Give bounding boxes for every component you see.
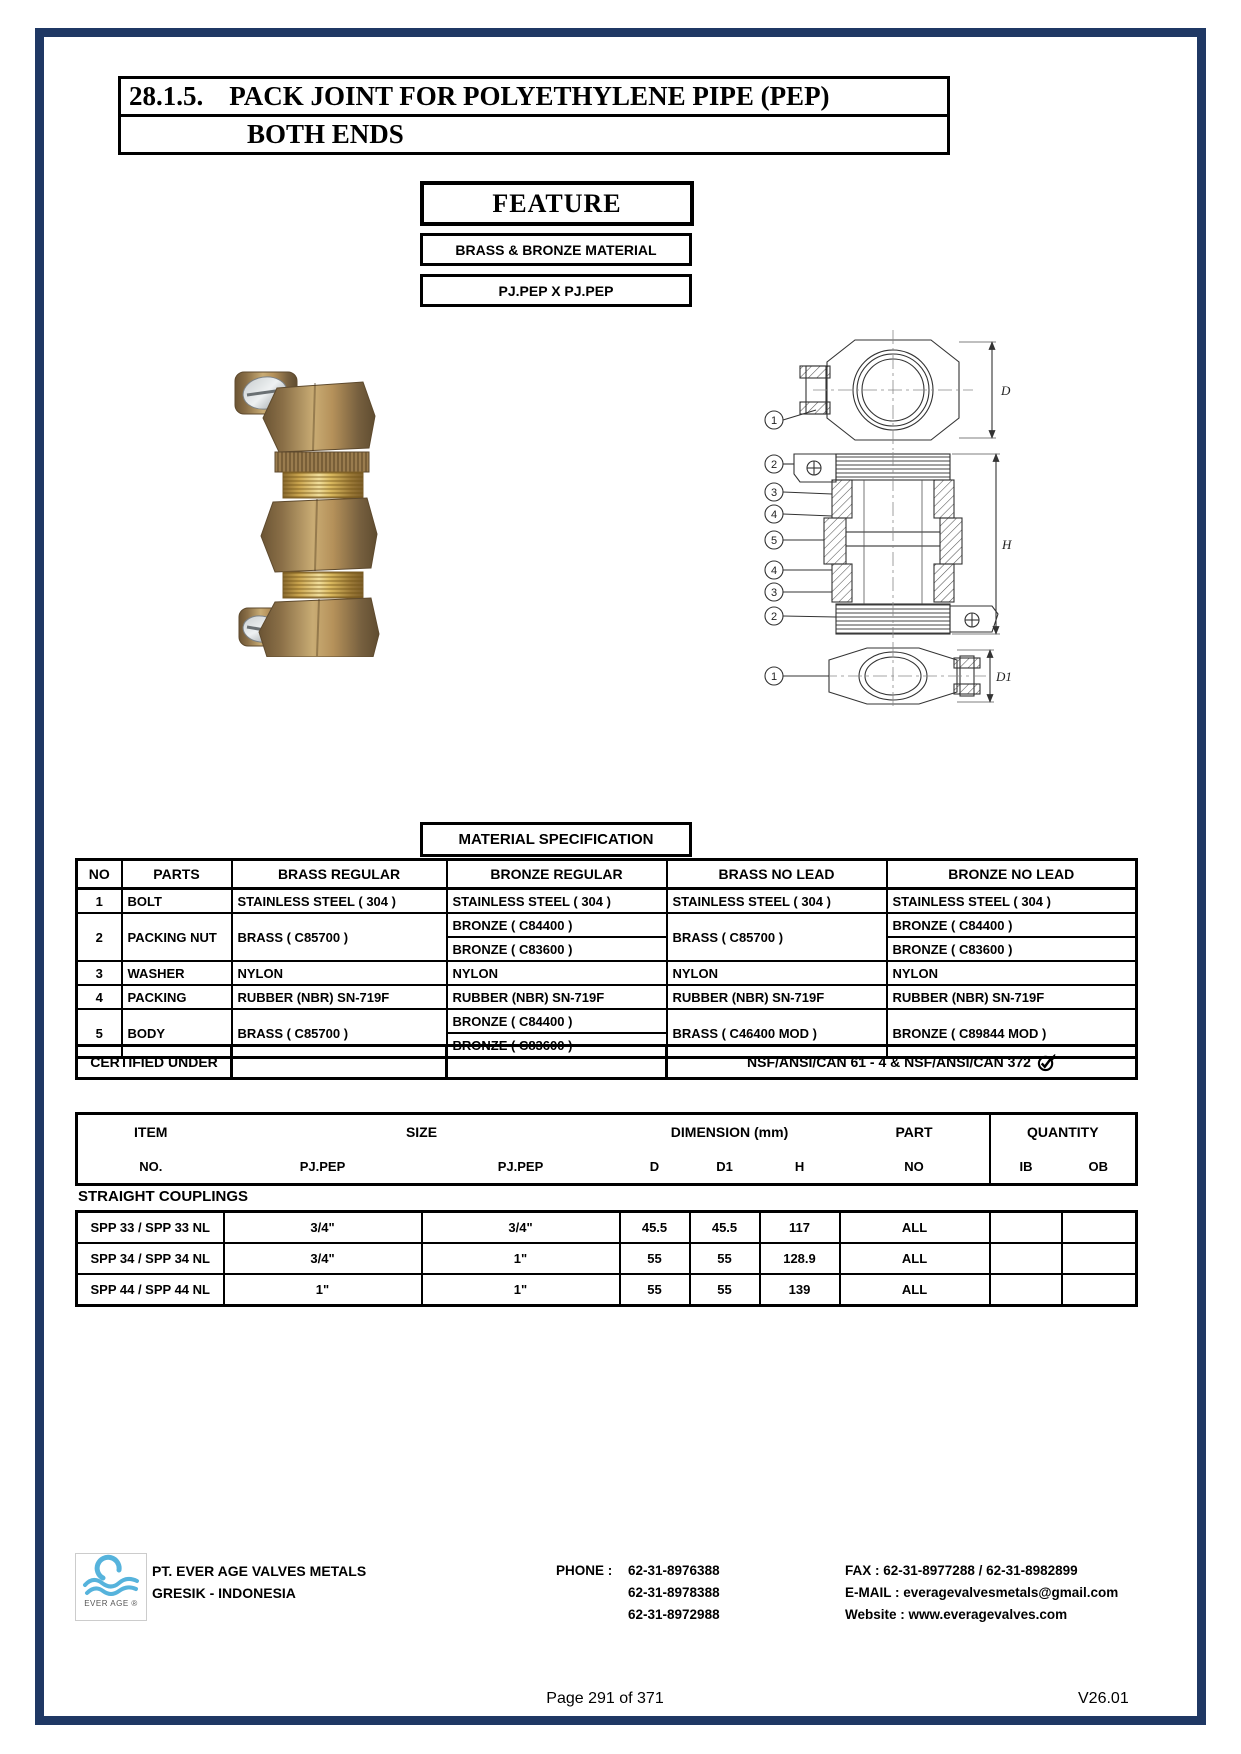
coupling-h-cell: 128.9 — [760, 1243, 840, 1274]
spec-part-cell: BOLT — [122, 889, 232, 914]
spec-material-cell: NYLON — [887, 961, 1137, 985]
title-text-2: BOTH ENDS — [247, 119, 404, 149]
certified-empty-2 — [447, 1046, 667, 1079]
spec-material-cell: NYLON — [232, 961, 447, 985]
material-spec-heading: MATERIAL SPECIFICATION — [420, 822, 692, 857]
dimensions-header-table — [75, 1112, 1138, 1186]
spec-material-cell: RUBBER (NBR) SN-719F — [887, 985, 1137, 1009]
pack-joint-line-drawing — [738, 312, 1023, 707]
title-text: PACK JOINT FOR POLYETHYLENE PIPE (PEP) — [229, 81, 830, 111]
website-line: Website : www.everagevalves.com — [845, 1607, 1068, 1622]
material-feature-box: BRASS & BRONZE MATERIAL — [420, 233, 692, 266]
coupling-size2-cell: 1" — [422, 1274, 620, 1306]
dim-label-d: D — [1001, 383, 1011, 398]
coupling-part-no-cell: ALL — [840, 1212, 990, 1244]
spec-no-cell: 1 — [77, 889, 122, 914]
spec-part-cell: PACKING — [122, 985, 232, 1009]
coupling-ob-cell — [1062, 1243, 1137, 1274]
callout-4: 4 — [770, 509, 778, 521]
feature-heading: FEATURE — [420, 181, 694, 226]
group-part: PART — [895, 1124, 933, 1140]
phone-number-1: 62-31-8976388 — [628, 1563, 720, 1578]
spec-material-cell: BRONZE ( C83600 ) — [447, 1033, 667, 1058]
company-logo — [75, 1553, 147, 1621]
spec-material-cell: BRASS ( C85700 ) — [232, 1009, 447, 1058]
callout-1b: 1 — [770, 671, 778, 683]
spec-part-cell: BODY — [122, 1009, 232, 1058]
configuration-box: PJ.PEP X PJ.PEP — [420, 274, 692, 307]
straight-couplings-table — [75, 1210, 1138, 1307]
certified-empty-1 — [232, 1046, 447, 1079]
spec-material-cell: BRASS ( C46400 MOD ) — [667, 1009, 887, 1058]
coupling-size1-cell: 1" — [224, 1274, 422, 1306]
spec-material-cell: RUBBER (NBR) SN-719F — [447, 985, 667, 1009]
email-line: E-MAIL : everagevalvesmetals@gmail.com — [845, 1585, 1119, 1600]
coupling-size2-cell: 3/4" — [422, 1212, 620, 1244]
contact-block — [845, 1560, 1118, 1626]
phone-block — [556, 1560, 720, 1626]
coupling-d1-cell: 45.5 — [690, 1212, 760, 1244]
callout-1: 1 — [770, 415, 778, 427]
title-block — [118, 76, 950, 155]
spec-row — [77, 913, 1137, 937]
callout-2b: 2 — [770, 611, 778, 623]
spec-material-cell: NYLON — [447, 961, 667, 985]
product-photo — [213, 352, 411, 657]
spec-row — [77, 889, 1137, 914]
sub-size2: PJ.PEP — [497, 1158, 544, 1174]
certified-table — [75, 1044, 1138, 1080]
version-label: V26.01 — [1078, 1690, 1129, 1707]
coupling-ib-cell — [990, 1243, 1062, 1274]
callout-4b: 4 — [770, 565, 778, 577]
callout-3b: 3 — [770, 587, 778, 599]
spec-col-bronze-regular: BRONZE REGULAR — [447, 860, 667, 889]
page-title-line2 — [118, 114, 950, 155]
spec-material-cell: BRASS ( C85700 ) — [667, 913, 887, 961]
spec-material-cell: STAINLESS STEEL ( 304 ) — [887, 889, 1137, 914]
phone-number-3: 62-31-8972988 — [628, 1607, 720, 1622]
coupling-part-no-cell: ALL — [840, 1243, 990, 1274]
spec-material-cell: BRONZE ( C84400 ) — [447, 1009, 667, 1033]
sub-h: H — [794, 1158, 805, 1174]
sub-ib: IB — [990, 1149, 1062, 1185]
spec-material-cell: BRONZE ( C83600 ) — [447, 937, 667, 961]
group-dimension: DIMENSION (mm) — [670, 1124, 789, 1140]
callout-3: 3 — [770, 487, 778, 499]
phone-number-2: 62-31-8978388 — [628, 1585, 720, 1600]
technical-drawing — [738, 312, 1023, 707]
spec-material-cell: RUBBER (NBR) SN-719F — [232, 985, 447, 1009]
coupling-ob-cell — [1062, 1212, 1137, 1244]
coupling-ib-cell — [990, 1212, 1062, 1244]
group-item: ITEM — [134, 1124, 168, 1140]
spec-material-cell: BRONZE ( C89844 MOD ) — [887, 1009, 1137, 1058]
spec-material-cell: BRONZE ( C84400 ) — [887, 913, 1137, 937]
spec-material-cell: STAINLESS STEEL ( 304 ) — [232, 889, 447, 914]
logo-caption: EVER AGE ® — [84, 1599, 138, 1608]
sub-ob: OB — [1088, 1158, 1109, 1174]
coupling-row — [77, 1212, 1137, 1244]
dim-label-h: H — [1002, 537, 1012, 552]
spec-material-cell: BRONZE ( C84400 ) — [447, 913, 667, 937]
spec-col-no: NO — [77, 860, 122, 889]
spec-no-cell: 4 — [77, 985, 122, 1009]
spec-col-bronze-no-lead: BRONZE NO LEAD — [887, 860, 1137, 889]
callout-5: 5 — [770, 535, 778, 547]
coupling-size1-cell: 3/4" — [224, 1243, 422, 1274]
company-block — [152, 1560, 366, 1604]
straight-couplings-label: STRAIGHT COUPLINGS — [78, 1188, 249, 1205]
spec-row — [77, 961, 1137, 985]
sub-part-no: NO — [904, 1158, 924, 1174]
coupling-ob-cell — [1062, 1274, 1137, 1306]
spec-material-cell: STAINLESS STEEL ( 304 ) — [667, 889, 887, 914]
company-name: PT. EVER AGE VALVES METALS — [152, 1563, 367, 1579]
spec-material-cell: BRONZE ( C83600 ) — [887, 937, 1137, 961]
spec-part-cell: PACKING NUT — [122, 913, 232, 961]
material-spec-table — [75, 858, 1138, 1059]
spec-col-brass-regular: BRASS REGULAR — [232, 860, 447, 889]
section-number: 28.1.5. — [129, 81, 204, 111]
spec-no-cell: 5 — [77, 1009, 122, 1058]
coupling-d-cell: 45.5 — [620, 1212, 690, 1244]
coupling-size2-cell: 1" — [422, 1243, 620, 1274]
group-quantity: QUANTITY — [990, 1114, 1137, 1150]
spec-col-brass-no-lead: BRASS NO LEAD — [667, 860, 887, 889]
sub-size1: PJ.PEP — [299, 1158, 346, 1174]
coupling-item-no-cell: SPP 34 / SPP 34 NL — [77, 1243, 224, 1274]
certified-label: CERTIFIED UNDER — [77, 1046, 232, 1079]
coupling-d-cell: 55 — [620, 1274, 690, 1306]
spec-no-cell: 3 — [77, 961, 122, 985]
phone-label: PHONE : — [556, 1563, 613, 1578]
certified-value: NSF/ANSI/CAN 61 - 4 & NSF/ANSI/CAN 372 — [747, 1054, 1031, 1070]
spec-col-parts: PARTS — [122, 860, 232, 889]
coupling-d1-cell: 55 — [690, 1243, 760, 1274]
spec-part-cell: WASHER — [122, 961, 232, 985]
fax-line: FAX : 62-31-8977288 / 62-31-8982899 — [845, 1563, 1078, 1578]
spec-material-cell: STAINLESS STEEL ( 304 ) — [447, 889, 667, 914]
company-city: GRESIK - INDONESIA — [152, 1585, 296, 1601]
coupling-item-no-cell: SPP 44 / SPP 44 NL — [77, 1274, 224, 1306]
group-size: SIZE — [405, 1124, 438, 1140]
dim-label-d1: D1 — [996, 669, 1012, 684]
spec-material-cell: BRASS ( C85700 ) — [232, 913, 447, 961]
pack-joint-photo-illustration — [213, 352, 411, 657]
coupling-ib-cell — [990, 1274, 1062, 1306]
coupling-row — [77, 1274, 1137, 1306]
spec-material-cell: NYLON — [667, 961, 887, 985]
sub-d: D — [649, 1158, 660, 1174]
coupling-size1-cell: 3/4" — [224, 1212, 422, 1244]
coupling-h-cell: 139 — [760, 1274, 840, 1306]
sub-item-no: NO. — [139, 1158, 163, 1174]
coupling-row — [77, 1243, 1137, 1274]
coupling-item-no-cell: SPP 33 / SPP 33 NL — [77, 1212, 224, 1244]
page-title-line1 — [118, 76, 950, 117]
coupling-d1-cell: 55 — [690, 1274, 760, 1306]
spec-row — [77, 1009, 1137, 1033]
ever-age-logo-icon — [81, 1554, 141, 1598]
certified-value-cell — [667, 1046, 1137, 1079]
certification-mark-icon — [1037, 1053, 1056, 1072]
spec-no-cell: 2 — [77, 913, 122, 961]
coupling-h-cell: 117 — [760, 1212, 840, 1244]
sub-d1: D1 — [716, 1158, 733, 1174]
spec-material-cell: RUBBER (NBR) SN-719F — [667, 985, 887, 1009]
callout-2: 2 — [770, 459, 778, 471]
page-number: Page 291 of 371 — [546, 1690, 664, 1707]
coupling-part-no-cell: ALL — [840, 1274, 990, 1306]
coupling-d-cell: 55 — [620, 1243, 690, 1274]
spec-row — [77, 985, 1137, 1009]
